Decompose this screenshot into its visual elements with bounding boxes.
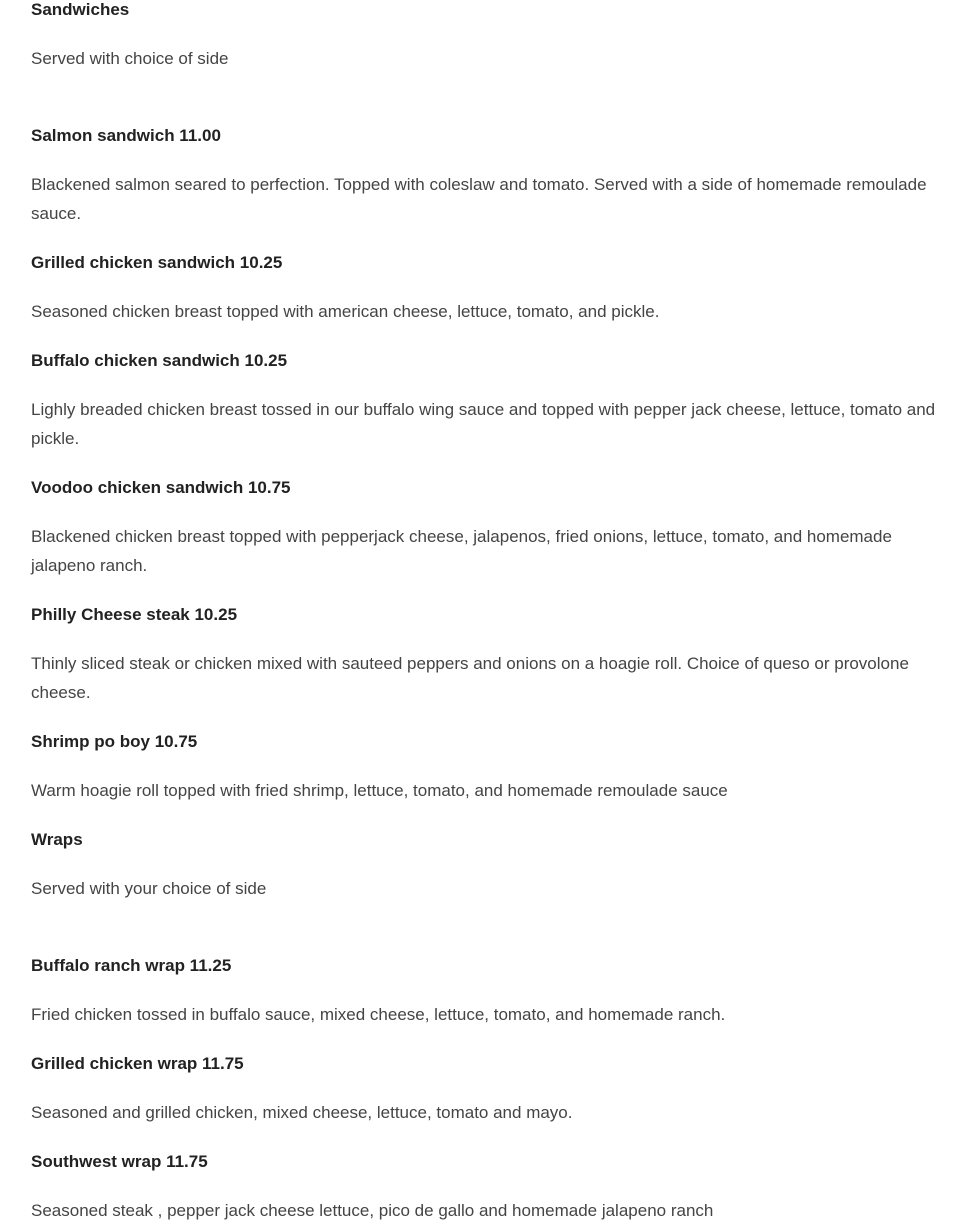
menu-item-title: Buffalo ranch wrap 11.25 bbox=[31, 956, 232, 975]
menu-item-description: Fried chicken tossed in buffalo sauce, mixed cheese, lettuce, tomato, and homemade ranch. bbox=[31, 1005, 726, 1024]
menu-item-title: Voodoo chicken sandwich 10.75 bbox=[31, 478, 291, 497]
menu-item-description: Blackened salmon seared to perfection. Topped with coleslaw and tomato. Served with a side of homemade remoulade sauce. bbox=[31, 175, 927, 223]
section-note-wraps: Served with your choice of side bbox=[31, 879, 267, 898]
menu-item-description: Warm hoagie roll topped with fried shrimp, lettuce, tomato, and homemade remoulade sauce bbox=[31, 781, 728, 800]
section-note-sandwiches: Served with choice of side bbox=[31, 49, 229, 68]
menu-item-title: Southwest wrap 11.75 bbox=[31, 1152, 208, 1171]
menu-content bbox=[31, 0, 941, 1225]
menu-item-description: Seasoned chicken breast topped with american cheese, lettuce, tomato, and pickle. bbox=[31, 302, 660, 321]
menu-item-description: Seasoned steak , pepper jack cheese lettuce, pico de gallo and homemade jalapeno ranch bbox=[31, 1201, 714, 1220]
menu-item-title: Shrimp po boy 10.75 bbox=[31, 732, 198, 751]
menu-item-title: Philly Cheese steak 10.25 bbox=[31, 605, 238, 624]
menu-item-description: Seasoned and grilled chicken, mixed cheese, lettuce, tomato and mayo. bbox=[31, 1103, 573, 1122]
menu-item-title: Buffalo chicken sandwich 10.25 bbox=[31, 351, 288, 370]
menu-item-description: Lighly breaded chicken breast tossed in our buffalo wing sauce and topped with pepper jack cheese, lettuce, tomato and pickle. bbox=[31, 400, 936, 448]
menu-item-title: Grilled chicken wrap 11.75 bbox=[31, 1054, 244, 1073]
menu-item-description: Thinly sliced steak or chicken mixed with sauteed peppers and onions on a hoagie roll. Choice of queso or provolone cheese. bbox=[31, 654, 909, 702]
menu-item-title: Salmon sandwich 11.00 bbox=[31, 126, 221, 145]
section-heading-wraps: Wraps bbox=[31, 830, 83, 849]
menu-item-description: Blackened chicken breast topped with pepperjack cheese, jalapenos, fried onions, lettuce, tomato, and homemade jalapeno ranch. bbox=[31, 527, 892, 575]
section-heading-sandwiches: Sandwiches bbox=[31, 0, 130, 19]
menu-item-title: Grilled chicken sandwich 10.25 bbox=[31, 253, 283, 272]
